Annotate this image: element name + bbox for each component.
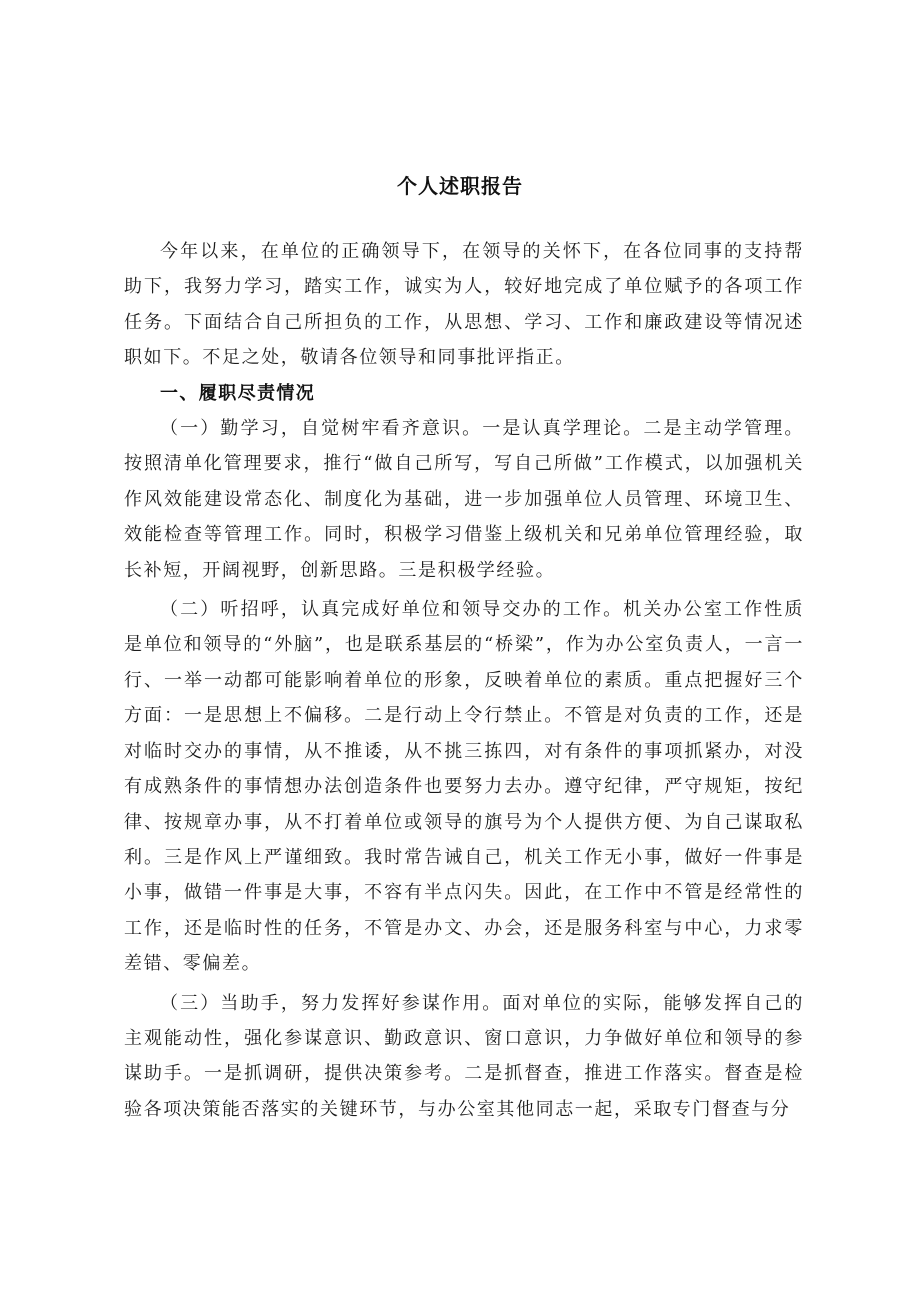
paragraph-duty: （二）听招呼，认真完成好单位和领导交办的工作。机关办公室工作性质是单位和领导的“外脑”，也是联系基层的“桥梁”，作为办公室负责人，一言一行、一举一动都可能影响着单位的形象，反映着单位的素质。重点把握好三个方面：一是思想上不偏移。二是行动上令行禁止。不管是对负责的工作，还是对临时交办的事情，从不推诿，从不挑三拣四，对有条件的事项抓紧办，对没有成熟条件的事情想办法创造条件也要努力去办。遵守纪律，严守规矩，按纪律、按规章办事，从不打着单位或领导的旗号为个人提供方便、为自己谋取私利。三是作风上严谨细致。我时常告诫自己，机关工作无小事，做好一件事是小事，做错一件事是大事，不容有半点闪失。因此，在工作中不管是经常性的工作，还是临时性的任务，不管是办文、办会，还是服务科室与中心，力求零差错、零偏差。 [124, 599, 804, 975]
document-body [124, 234, 804, 1127]
section-heading: 一、履职尽责情况 [160, 382, 316, 404]
paragraph-study: （一）勤学习，自觉树牢看齐意识。一是认真学理论。二是主动学管理。按照清单化管理要求，推行“做自己所写，写自己所做”工作模式，以加强机关作风效能建设常态化、制度化为基础，进一步加强单位人员管理、环境卫生、效能检查等管理工作。同时，积极学习借鉴上级机关和兄弟单位管理经验，取长补短，开阔视野，创新思路。三是积极学经验。 [124, 418, 804, 581]
intro-paragraph: 今年以来，在单位的正确领导下，在领导的关怀下，在各位同事的支持帮助下，我努力学习，踏实工作，诚实为人，较好地完成了单位赋予的各项工作任务。下面结合自己所担负的工作，从思想、学习、工作和廉政建设等情况述职如下。不足之处，敬请各位领导和同事批评指正。 [124, 241, 804, 369]
document-title: 个人述职报告 [397, 174, 523, 198]
paragraph-assistant: （三）当助手，努力发挥好参谋作用。面对单位的实际，能够发挥自己的主观能动性，强化参谋意识、勤政意识、窗口意识，力争做好单位和领导的参谋助手。一是抓调研，提供决策参考。二是抓督查，推进工作落实。督查是检验各项决策能否落实的关键环节，与办公室其他同志一起，采取专门督查与分 [124, 992, 804, 1120]
